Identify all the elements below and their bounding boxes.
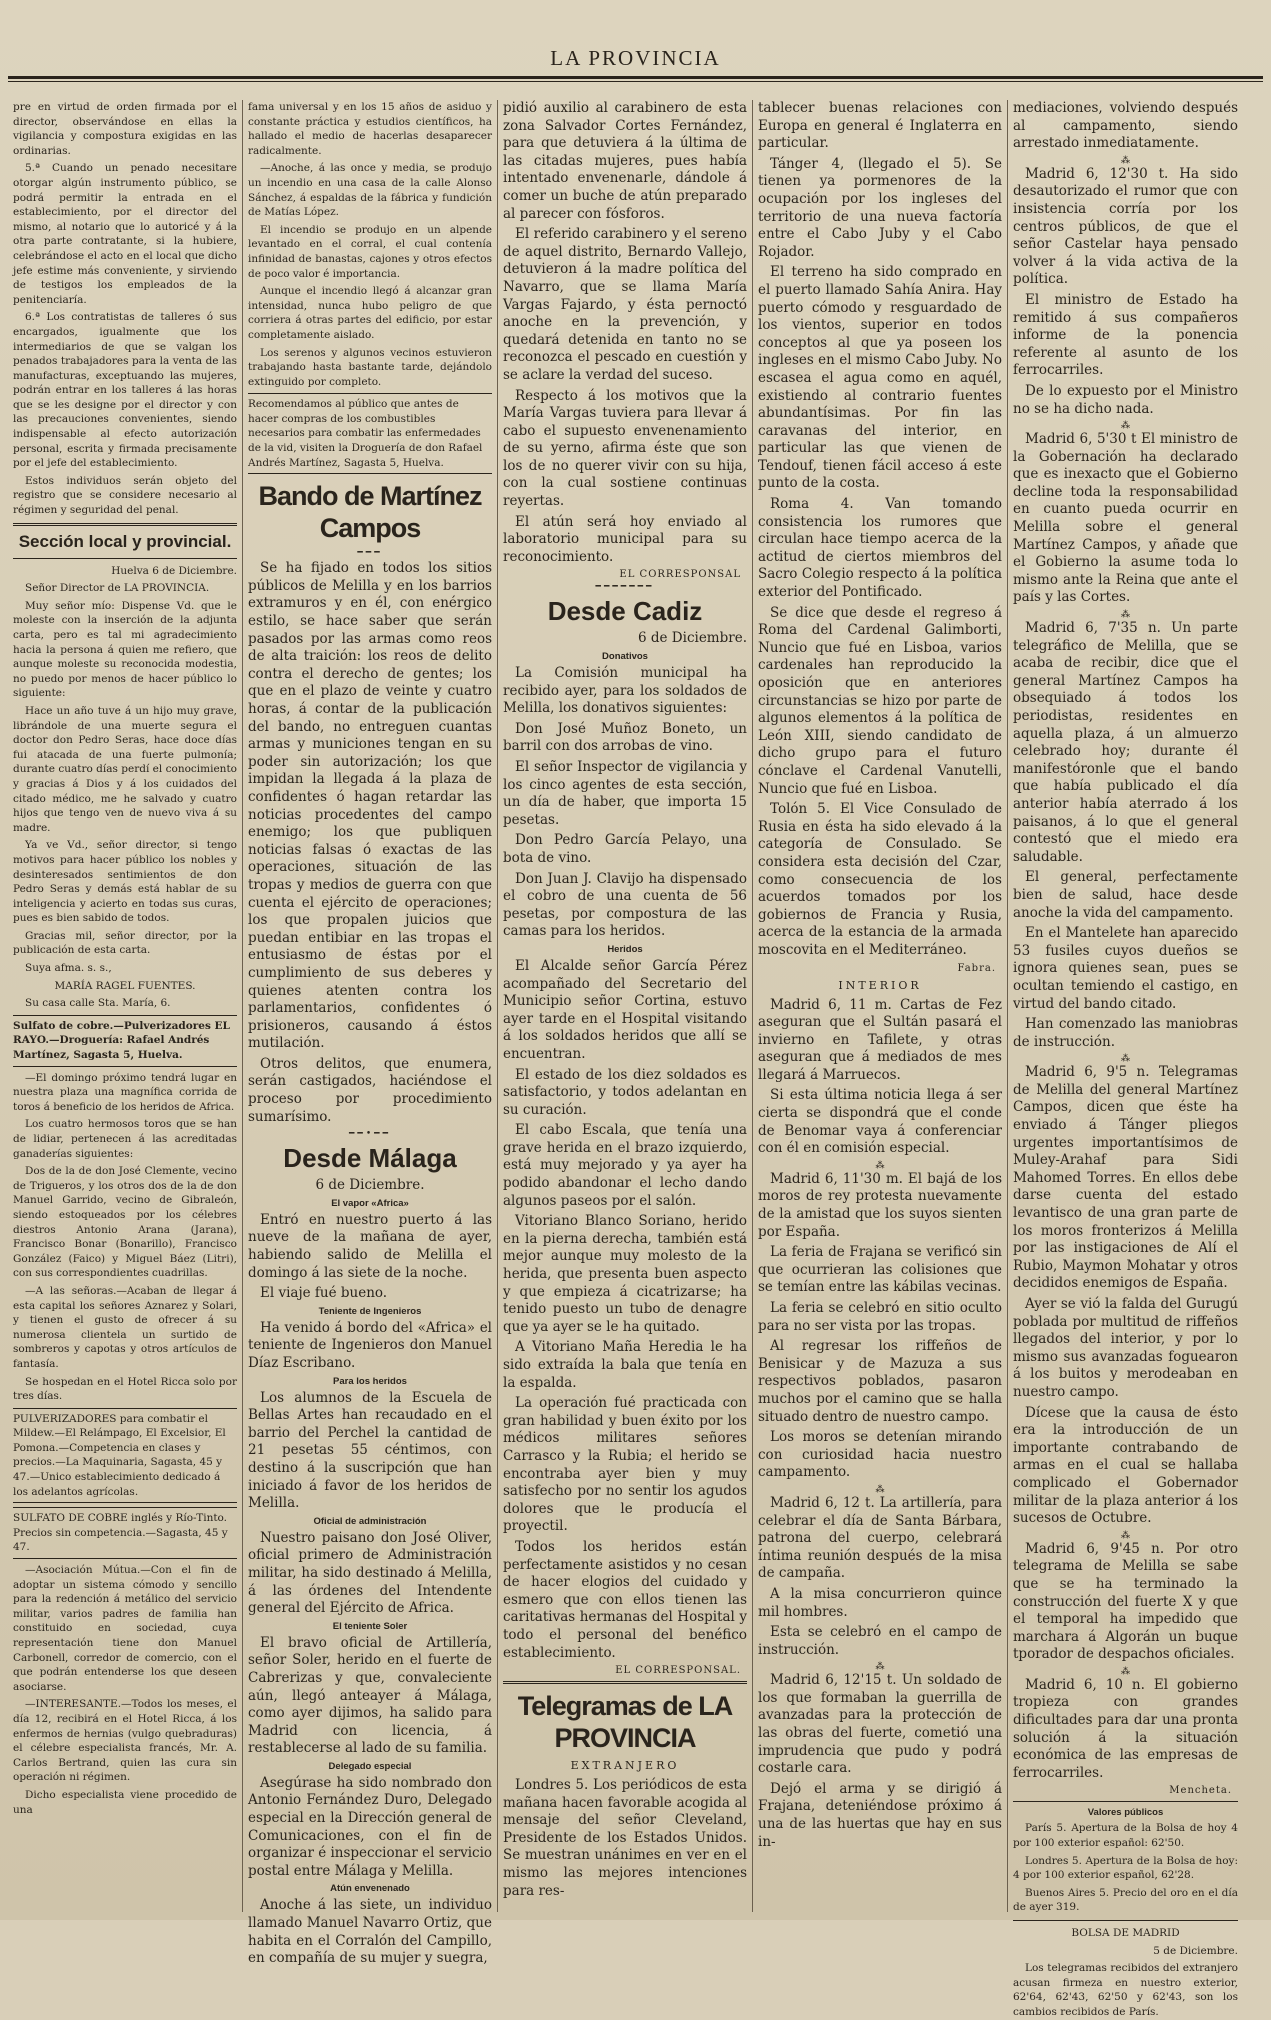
paragraph: El incendio se produjo en un alpende levantado en el corral, el cual contenía infinidad de banastas, cajones y otros efectos de poco valor é importancia.	[248, 223, 492, 280]
asterism: ⁂	[875, 1160, 885, 1171]
columns	[8, 100, 1263, 2018]
paragraph: Madrid 6, 11'30 m. El bajá de los moros de rey protesta nuevamente de la amistad que los suyos sienten por España.	[758, 1170, 1002, 1240]
paragraph: A Vitoriano Maña Heredia le ha sido extraída la bala que tenía en la espalda.	[503, 1339, 747, 1391]
paragraph: Hace un año tuve á un hijo muy grave, librándole de una muerte segura el doctor don Pedro Seras, hace doce días fui atacada de una fuerte pulmonía; durante cuatro días perdí el conocimiento y gracias á Dios y á los cuidados del citado médico, me he salvado y cuatro hijos que tengo ven de nuevo viva á su madre.	[13, 704, 237, 834]
signer: MARÍA RAGEL FUENTES.	[54, 979, 196, 992]
advertisement: PULVERIZADORES para combatir el Mildew.—El Relámpago, El Excelsior, El Pomona.—Competencia en clases y precios.—La Maquinaria, Sagasta, 45 y 47.—Unico establecimiento dedicado á los adelantos agrícolas.	[13, 1408, 237, 1504]
divider	[13, 523, 237, 526]
paragraph: El señor Inspector de vigilancia y los cinco agentes de esta sección, un día de haber, que importa 15 pesetas.	[503, 759, 747, 828]
paragraph: Anoche á las siete, un individuo llamado Manuel Navarro Ortiz, que habita en el Corralón del Campillo, en compañía de su mujer y suegra,	[248, 1897, 492, 1967]
paragraph: El terreno ha sido comprado en el puerto llamado Sahía Anira. Hay puerto cómodo y resguardado de los vientos, superior en todos conceptos al que ya poseen los ingleses en el mismo Cabo Juby. No escasea el agua como en aquél, existiendo al contrario fuentes abundantísimas. Por fin las caravanas del interior, en particular las que vienen de Tendouf, tienen fácil acceso á este punto de la costa.	[758, 264, 1002, 492]
paragraph: París 5. Apertura de la Bolsa de hoy 4 por 100 exterior español: 62'50.	[1013, 1822, 1238, 1850]
paragraph: Respecto á los motivos que la María Vargas tuviera para llevar á cabo el supuesto envenenamiento de su yerno, afirma éste que son los de no querer vivir con su hija, con la cual sostiene continuas reyertas.	[503, 387, 747, 510]
paragraph: Los alumnos de la Escuela de Bellas Artes han recaudado en el barrio del Perchel la cantidad de 21 pesetas 55 céntimos, con destino á la suscripción que han iniciado á favor de los heridos de Melilla.	[248, 1389, 492, 1512]
paragraph: pidió auxilio al carabinero de esta zona Salvador Cortes Fernández, para que detuviera á la última de las citadas mujeres, pues había intentado envenenarle, dándole á comer un buche de atún preparado al parecer con fósforos.	[503, 100, 747, 222]
asterism: ⁂	[1121, 421, 1130, 432]
paragraph: Tolón 5. El Vice Consulado de Rusia en ésta ha sido elevado á la categoría de Consulado. Se considera esta decisión del Czar, como consecuencia de los acuerdos tomados por los gobiernos de Francia y Rusia, acerca de la estancia de la armada moscovita en el Mediterráneo.	[758, 801, 1002, 958]
paragraph: —El domingo próximo tendrá lugar en nuestra plaza una magnífica corrida de toros á beneficio de los heridos de Africa.	[13, 1071, 237, 1113]
paragraph: Asegúrase ha sido nombrado don Antonio Fernández Duro, Delegado especial en la Dirección general de Comunicaciones, con el fin de organizar é inspeccionar el servicio postal entre Málaga y Melilla.	[248, 1774, 493, 1879]
ornament: ━━━━━━━	[595, 582, 655, 593]
divider	[13, 558, 237, 559]
paragraph: Londres 5. Los periódicos de esta mañana hacen favorable acogida al mensaje del señor Cleveland, Presidente de los Estados Unidos. Se muestran unánimes en ver en el mismo las mejores intenciones para res-	[503, 1777, 747, 1899]
paragraph: Ayer se vió la falda del Gurugú poblada por multitud de riffeños llegados del interior, y por lo mismo sus avanzadas foguearon á los buitos y merodeaban en nuestro campo.	[1013, 1296, 1238, 1400]
asterism: ⁂	[1121, 1530, 1130, 1541]
paragraph: Madrid 6, 12'15 t. Un soldado de los que formaban la guerrilla de avanzadas para la protección de las obras del fuerte, cometió una imprudencia que pudo y podrá costarle cara.	[758, 1672, 1002, 1777]
paragraph: mediaciones, volviendo después al campamento, siendo arrestado inmediatamente.	[1013, 100, 1238, 152]
paragraph: Madrid 6, 11 m. Cartas de Fez aseguran que el Sultán pasará el invierno en Tafilete, y otras aseguran que á mediados de mes llegará á Marruecos.	[758, 996, 1002, 1083]
paragraph: —Anoche, á las once y media, se produjo un incendio en una casa de la calle Alonso Sánchez, á espaldas de la fábrica y fundición de Matías López.	[248, 162, 492, 219]
asterism: ⁂	[1121, 1666, 1130, 1677]
masthead	[0, 0, 1271, 82]
paragraph: De lo expuesto por el Ministro no se ha dicho nada.	[1013, 382, 1238, 417]
paragraph: Gracias mil, señor director, por la publicación de esta carta.	[13, 929, 237, 957]
asterism: ⁂	[1121, 155, 1130, 166]
asterism: ⁂	[1121, 1054, 1130, 1065]
paragraph: Los moros se detenían mirando con curiosidad hacia nuestro campamento.	[758, 1429, 1002, 1481]
advertisement: Sulfato de cobre.—Pulverizadores EL RAYO.—Droguería: Rafael Andrés Martínez, Sagasta 5, Huelva.	[13, 1015, 237, 1067]
signature: Fabra.	[957, 962, 996, 974]
paragraph: El Alcalde señor García Pérez acompañado del Secretario del Municipio señor Cortina, estuvo ayer tarde en el Hospital visitando á los soldados heridos que allí se encuentran.	[503, 957, 747, 1062]
paragraph: Roma 4. Van tomando consistencia los rumores que circulan hace tiempo acerca de la actitud de ciertos miembros del Sacro Colegio respecto á la política exterior del Pontificado.	[758, 496, 1002, 601]
signature: Mencheta.	[1169, 1785, 1232, 1797]
paragraph: Tánger 4, (llegado el 5). Se tienen ya pormenores de la ocupación por los ingleses del territorio de una nueva factoría entre el Cabo Juby y el Cabo Rojador.	[758, 155, 1002, 260]
column-4	[753, 100, 1008, 1912]
section-heading-interior: INTERIOR	[838, 978, 922, 992]
subheading: Teniente de Ingenieros	[318, 1305, 422, 1317]
ornament: ━━━	[357, 548, 383, 559]
paragraph: Otros delitos, que enumera, serán castigados, haciéndose el proceso por procedimiento sumarísimo.	[248, 1055, 492, 1125]
ornament: ━━•━━	[349, 1129, 391, 1140]
paragraph: Buenos Aires 5. Precio del oro en el día de ayer 319.	[1013, 1886, 1238, 1914]
headline-cadiz: Desde Cadiz	[547, 596, 703, 627]
signature: EL CORRESPONSAL	[619, 569, 741, 581]
paragraph: El atún será hoy enviado al laboratorio municipal para su reconocimiento.	[503, 513, 747, 565]
subheading: Heridos	[607, 943, 643, 955]
subheading: Delegado especial	[328, 1760, 412, 1772]
paragraph: Dicho especialista viene procedido de una	[13, 1788, 237, 1816]
paragraph: Dos de la de don José Clemente, vecino de Trigueros, y los otros dos de la de don Manuel Garrido, vecino de Gibraleón, siendo estoqueados por los célebres diestros Antonio Arana (Jarana), Francisco Bonar (Bonarillo), Francisco González (Faico) y Miguel Báez (Litri), con sus correspondientes cuadrillas.	[13, 1165, 237, 1280]
section-heading-bolsa: BOLSA DE MADRID	[1071, 1927, 1180, 1939]
paragraph: Se hospedan en el Hotel Ricca solo por tres días.	[13, 1375, 237, 1403]
subheading: Atún envenenado	[330, 1883, 410, 1895]
masthead-rule	[8, 76, 1263, 79]
paragraph: tablecer buenas relaciones con Europa en general é Inglaterra en particular.	[758, 100, 1002, 152]
paragraph: Dícese que la causa de ésto era la introducción de un importante contrabando de armas en el cual se hallaba complicado el Gobernador militar de la plaza anterior á los sucesos de Octubre.	[1013, 1404, 1238, 1527]
divider	[1013, 1801, 1238, 1802]
paragraph: Aunque el incendio llegó á alcanzar gran intensidad, nunca hubo peligro de que corriera á otras partes del edificio, por estar completamente aislado.	[248, 285, 492, 341]
column-5	[1008, 100, 1243, 2018]
paragraph: —Asociación Mútua.—Con el fin de adoptar un sistema cómodo y sencillo para la redención á metálico del servicio militar, varios padres de familia han constituido en sociedad, cuya representación tiene don Manuel Carbonell, corredor de comercio, con el que podrán entenderse los que deseen asociarse.	[13, 1564, 237, 1693]
dateline: 5 de Diciembre.	[1153, 1944, 1238, 1957]
paragraph: Entró en nuestro puerto á las nueve de la mañana de ayer, habiendo salido de Melilla el domingo á las siete de la noche.	[248, 1211, 492, 1281]
paragraph: A la misa concurrieron quince mil hombres.	[758, 1585, 1002, 1620]
salutation: Señor Director de LA PROVINCIA.	[25, 582, 210, 595]
paragraph: Se ha fijado en todos los sitios públicos de Melilla y en los barrios extramuros y en él, con enérgico estilo, se hace saber que serán pasados por las armas como reos de alta traición: los reos de delito contra el derecho de gentes; los que en el plazo de veinte y cuatro horas, á contar de la publicación del bando, no entreguen cuantas armas y municiones tengan en su poder sin autorización; los que impidan la llegada á la plaza de confidentes ó hagan retardar las noticias procedentes del campo enemigo; los que publiquen noticias falsas ó exactas de las operaciones, situación de las tropas y medios de guerra con que cuenta el ejército de operaciones; los que propalen juicios que puedan entibiar en las tropas el entusiasmo de éstas por el cumplimiento de sus deberes y quienes atenten contra los parlamentarios, confidentes ó prisioneros, causando á éstos mutilación.	[248, 560, 492, 1052]
paragraph: Madrid 6, 10 n. El gobierno tropieza con grandes dificultades para dar una pronta solución á la situación económica de las empresas de ferrocarriles.	[1013, 1676, 1238, 1781]
paragraph: El referido carabinero y el sereno de aquel distrito, Bernardo Vallejo, detuvieron á la madre política del Navarro, que se llama María Vargas Fajardo, y ésta pernoctó anoche en la prevención, y quedará detenida en tanto no se reconozca el pescado en cuestión y se aclare la verdad del suceso.	[503, 226, 747, 383]
paragraph: fama universal y en los 15 años de asiduo y constante práctica y estudios científicos, ha hallado el medio de hacerlas desaparecer radicalmente.	[248, 101, 492, 157]
paragraph: Ya ve Vd., señor director, si tengo motivos para hacer público los nobles y desinteresados sentimientos de don Pedro Seras y demás está hablar de su inteligencia y acierto en todas sus curas, pues es bien sabido de todos.	[13, 839, 237, 925]
section-heading-valores: Valores públicos	[1087, 1807, 1164, 1819]
subheading: El vapor «Africa»	[331, 1197, 409, 1209]
paragraph: Madrid 6, 12'30 t. Ha sido desautorizado el rumor que con insistencia corría por los centros públicos, de que el señor Castelar haya pensado volver á la vida activa de la política.	[1013, 165, 1238, 288]
closing: Suya afma. s. s.,	[25, 962, 112, 975]
address: Su casa calle Sta. María, 6.	[25, 997, 171, 1010]
advertisement: Recomendamos al público que antes de hacer compras de los combustibles necesarios para combatir las enfermedades de la vid, visiten la Droguería de don Rafael Andrés Martínez, Sagasta 5, Huelva.	[248, 393, 492, 474]
paragraph: El cabo Escala, que tenía una grave herida en el brazo izquierdo, está muy mejorado y ya ayer ha podido abandonar el lecho dando algunos paseos por el salón.	[503, 1122, 747, 1209]
asterism: ⁂	[1121, 610, 1130, 621]
paragraph: —INTERESANTE.—Todos los meses, el día 12, recibirá en el Hotel Ricca, á los enfermos de hernias (vulgo quebraduras) el célebre especialista francés, Mr. A. Carlos Bertrand, quien las cura sin operación ni régimen.	[13, 1698, 237, 1784]
dateline: 6 de Diciembre.	[638, 630, 747, 647]
subheading: El teniente Soler	[332, 1620, 408, 1632]
paragraph: Los telegramas recibidos del extranjero acusan firmeza en nuestro exterior, 62'64, 62'43, 62'50 y 62'43, son los cambios recibidos de París.	[1013, 1962, 1238, 2018]
paragraph: Don Pedro García Pelayo, una bota de vino.	[503, 832, 747, 866]
paragraph: Han comenzado las maniobras de instrucción.	[1013, 1016, 1238, 1050]
headline-malaga: Desde Málaga	[283, 1143, 457, 1174]
paragraph: Estos individuos serán objeto del registro que se considere necesario al régimen y seguridad del penal.	[13, 474, 237, 517]
paragraph: El viaje fué bueno.	[260, 1285, 388, 1302]
section-heading-local: Sección local y provincial.	[18, 531, 232, 551]
paragraph: Los cuatro hermosos toros que se han de lidiar, pertenecen á las acreditadas ganaderías siguientes:	[13, 1118, 237, 1160]
section-heading-extranjero: EXTRANJERO	[570, 1759, 680, 1773]
column-2	[243, 100, 498, 1967]
paragraph: Se dice que desde el regreso á Roma del Cardenal Galimborti, Nuncio que fué en Lisboa, varios cardenales han reproducido la oposición que en anteriores circunstancias se hizo por parte de algunos elementos á la política de León XIII, siendo candidato de dicho grupo para el futuro cónclave el Cardenal Vanutelli, Nuncio que fué en Lisboa.	[758, 604, 1002, 797]
paragraph: La feria de Frajana se verificó sin que ocurrieran las colisiones que se temían entre las kábilas vecinas.	[758, 1244, 1002, 1296]
paragraph: Madrid 6, 5'30 t El ministro de la Gobernación ha declarado que es inexacto que el Gobierno decline toda la responsabilidad en cuanto pueda ocurrir en Melilla sobre el general Martínez Campos, y añade que el Gobierno la asume toda lo mismo ante la Reina que ante el país y las Cortes.	[1013, 431, 1238, 606]
signature: EL CORRESPONSAL.	[615, 1665, 741, 1677]
paragraph: Vitoriano Blanco Soriano, herido en la pierna derecha, también está mejor aunque muy molesto de la herida, que presenta buen aspecto y que empieza á cicatrizarse; ha tenido puesto un tubo de denagre que ya ayer se le ha quitado.	[503, 1213, 747, 1335]
headline-bando: Bando de Martínez Campos	[258, 481, 482, 544]
paragraph: —A las señoras.—Acaban de llegar á esta capital los señores Aznarez y Solari, y tienen el gusto de ofrecer á su numerosa clientela un surtido de sombreros y capotas y otros artículos de fantasía.	[13, 1284, 237, 1370]
paragraph: Don Juan J. Clavijo ha dispensado el cobro de una cuenta de 56 pesetas, por compostura de las camas para los heridos.	[503, 870, 747, 940]
paragraph: Si esta última noticia llega á ser cierta se dispondrá que el conde de Benomar vaya á conferenciar con él en comisión especial.	[758, 1087, 1002, 1157]
paragraph: La Comisión municipal ha recibido ayer, para los soldados de Melilla, los donativos siguientes:	[503, 665, 747, 717]
paragraph: Madrid 6, 7'35 n. Un parte telegráfico de Melilla, que se acaba de recibir, dice que el general Martínez Campos ha obsequiado á todos los periodistas, residentes en aquella plaza, á un almuerzo celebrado hoy; durante él manifestóronle que el bando que había publicado el día anterior había aterrado á los paisanos, á lo que el general contestó que el miedo era saludable.	[1013, 620, 1238, 865]
paragraph: Madrid 6, 9'45 n. Por otro telegrama de Melilla se sabe que se ha terminado la construcción del fuerte X y que el temporal ha impedido que marchara á Algorán un buque tporador de despachos oficiales.	[1013, 1540, 1238, 1663]
paragraph: Esta se celebró en el campo de instrucción.	[758, 1624, 1002, 1658]
paragraph: 6.ª Los contratistas de talleres ó sus encargados, igualmente que los intermediarios de que se valgan los penados trabajadores para la venta de las manufacturas, exceptuando las mujeres, podrán entrar en los talleres á las horas que se les designe por el director y con las precauciones convenientes, siendo indispensable al efecto autorización personal, escrita y firmada precisamente por el jefe del establecimiento.	[13, 311, 237, 470]
paragraph: Don José Muñoz Boneto, un barril con dos arrobas de vino.	[503, 720, 747, 755]
masthead-rule-thin	[8, 81, 1263, 82]
paragraph: Al regresar los riffeños de Benisicar y de Mazuza a sus respectivos poblados, pasaron muchos por el camino que se halla situado dentro de nuestro campo.	[758, 1338, 1002, 1425]
paragraph: El estado de los diez soldados es satisfactorio, y todos adelantan en su curación.	[503, 1066, 747, 1118]
subheading: Para los heridos	[333, 1375, 407, 1387]
paragraph: El bravo oficial de Artillería, señor Soler, herido en el fuerte de Cabrerizas y que, convaleciente aún, llegó anteayer á Málaga, como ayer dijimos, ha salido para Madrid con licencia, á restablecerse al lado de su familia.	[248, 1634, 492, 1757]
paragraph: Londres 5. Apertura de la Bolsa de hoy: 4 por 100 exterior español, 62'28.	[1013, 1854, 1238, 1882]
asterism: ⁂	[875, 1662, 885, 1673]
paragraph: El ministro de Estado ha remitido á sus compañeros informe de la ponencia referente al asunto de los ferrocarriles.	[1013, 291, 1238, 379]
subheading: Oficial de administración	[313, 1515, 427, 1527]
dateline: Huelva 6 de Diciembre.	[111, 564, 237, 577]
column-3	[498, 100, 753, 1912]
dateline: 6 de Diciembre.	[315, 1177, 425, 1194]
asterism: ⁂	[875, 1484, 885, 1495]
paragraph: El general, perfectamente bien de salud, hace desde anoche la vida del campamento.	[1013, 869, 1238, 921]
headline-telegramas: Telegramas de LA PROVINCIA	[517, 1691, 733, 1754]
paragraph: Dejó el arma y se dirigió á Frajana, deteniéndose próximo á una de las huertas que hay en sus in-	[758, 1780, 1002, 1850]
paragraph: Todos los heridos están perfectamente asistidos y no cesan de hacer elogios del cuidado y esmero que con ellos tienen las caritativas hermanas del Hospital y todo el personal del benéfico establecimiento.	[503, 1538, 747, 1661]
paragraph: Muy señor mío: Dispense Vd. que le moleste con la inserción de la adjunta carta, pero es tal mi agradecimiento hacia la persona á quien me refiero, que aunque moleste su reconocida modestia, no puedo por menos de hacer público lo siguiente:	[13, 599, 237, 700]
paragraph: pre en virtud de orden firmada por el director, observándose en ellas la vigilancia y compostura exigidas en las ordinarias.	[13, 101, 237, 157]
paragraph: Madrid 6, 12 t. La artillería, para celebrar el día de Santa Bárbara, patrona del cuerpo, celebrará íntima reunión después de la misa de campaña.	[758, 1494, 1002, 1582]
paragraph: 5.ª Cuando un penado necesitare otorgar algún instrumento público, se podrá permitir la entrada en el establecimiento, por el director del mismo, al notario que lo autoricé y á la otra parte contratante, si la hubiere, celebrándose el acto en el local que dicho jefe estime más conveniente, y sirviendo de testigos los empleados de la penitenciaría.	[13, 162, 237, 306]
paragraph: Los serenos y algunos vecinos estuvieron trabajando hasta bastante tarde, dejándolo extinguido por completo.	[248, 346, 492, 388]
divider	[503, 1681, 747, 1684]
paragraph: La operación fué practicada con gran habilidad y buen éxito por los médicos militares señores Carrasco y la Rubia; el herido se encontraba ayer bien y muy satisfecho por no sentir los agudos dolores que le producía el proyectil.	[503, 1395, 747, 1535]
subheading: Donativos	[602, 651, 648, 663]
paragraph: Nuestro paisano don José Oliver, oficial primero de Administración militar, ha sido destinado á Melilla, á las órdenes del Intendente general del Ejército de Africa.	[248, 1529, 492, 1617]
paragraph: La feria se celebró en sitio oculto para no ser vista por las tropas.	[758, 1300, 1002, 1334]
paragraph: En el Mantelete han aparecido 53 fusiles cuyos dueños se ignora quienes sean, pues se ocultan temiendo el castigo, en virtud del bando citado.	[1013, 925, 1238, 1012]
paragraph: Madrid 6, 9'5 n. Telegramas de Melilla del general Martínez Campos, dicen que éste ha enviado á Tánger pliegos urgentes importantísimos de Muley-Arahaf para Sidi Mahomed Torres. En ellos debe darse cuenta del estado levantisco de una gran parte de los moros fronterizos á Melilla por las instigaciones de Alí el Rubio, Maymon Mohatar y otros decididos enemigos de España.	[1013, 1064, 1238, 1292]
paragraph: Ha venido á bordo del «Africa» el teniente de Ingenieros don Manuel Díaz Escribano.	[248, 1319, 492, 1371]
divider	[1013, 1920, 1238, 1921]
advertisement: SULFATO DE COBRE inglés y Río-Tinto. Precios sin competencia.—Sagasta, 45 y 47.	[13, 1507, 237, 1559]
newspaper-title: LA PROVINCIA	[550, 46, 721, 70]
column-1	[8, 100, 243, 1912]
